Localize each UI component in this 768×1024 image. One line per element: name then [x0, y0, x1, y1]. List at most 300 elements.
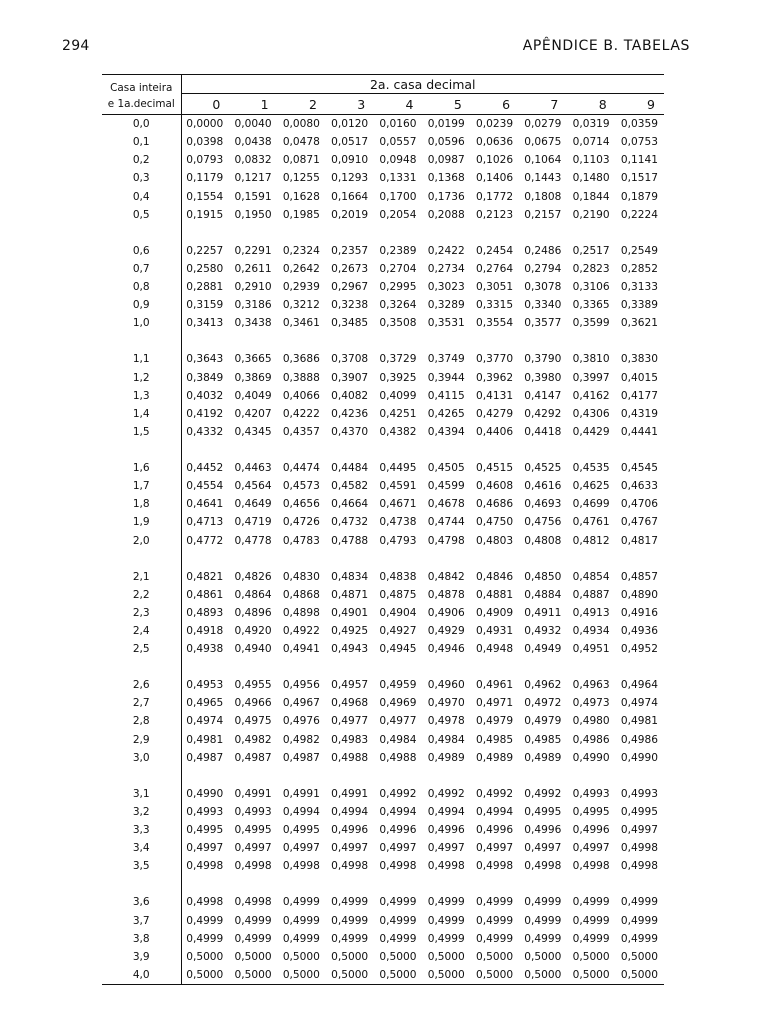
row-label: 1,5 — [102, 423, 181, 441]
table-cell: 0,4406 — [476, 425, 514, 438]
table-row — [102, 676, 664, 694]
table-cell: 0,5000 — [471, 966, 519, 985]
second-decimal-header: 2a. casa decimal — [181, 75, 664, 94]
table-cell: 0,4893 — [186, 606, 224, 619]
table-row — [102, 296, 664, 314]
row-label: 3,0 — [102, 749, 181, 767]
page-header-title: APÊNDICE B. TABELAS — [522, 38, 690, 54]
table-cell: 0,4015 — [620, 371, 658, 384]
table-cell: 0,4995 — [282, 824, 320, 837]
table-cell: 0,4803 — [476, 534, 514, 547]
table-cell: 0,4949 — [524, 643, 562, 656]
table-cell: 0,0675 — [524, 136, 562, 149]
table-cell: 0,2054 — [379, 208, 417, 221]
table-cell: 0,3888 — [282, 371, 320, 384]
table-cell: 0,4992 — [379, 787, 417, 800]
table-cell: 0,4699 — [572, 498, 610, 511]
table-cell: 0,4515 — [476, 461, 514, 474]
table-header-row — [102, 75, 664, 94]
row-label: 0,9 — [102, 296, 181, 314]
table-cell: 0,4495 — [379, 461, 417, 474]
table-cell: 0,5000 — [229, 966, 277, 985]
group-spacer — [102, 767, 664, 785]
table-cell: 0,3621 — [620, 317, 658, 330]
table-cell: 0,3925 — [379, 371, 417, 384]
spacer-cell — [181, 875, 664, 893]
table-row — [102, 188, 664, 206]
table-cell: 0,4649 — [234, 498, 272, 511]
table-cell: 0,4850 — [524, 570, 562, 583]
table-cell: 0,4357 — [282, 425, 320, 438]
table-cell: 0,1064 — [524, 154, 562, 167]
table-row — [102, 423, 664, 441]
table-cell: 0,4898 — [282, 606, 320, 619]
table-cell: 0,4990 — [572, 751, 610, 764]
table-cell: 0,4962 — [524, 679, 562, 692]
table-cell: 0,4868 — [282, 588, 320, 601]
table-cell: 0,4826 — [234, 570, 272, 583]
table-cell: 0,4162 — [572, 389, 610, 402]
table-cell: 0,4986 — [620, 733, 658, 746]
row-label: 1,1 — [102, 350, 181, 368]
row-label: 0,7 — [102, 260, 181, 278]
table-cell: 0,2389 — [379, 244, 417, 257]
table-cell: 0,4997 — [186, 842, 224, 855]
table-row — [102, 242, 664, 260]
table-row — [102, 151, 664, 169]
table-cell: 0,4943 — [331, 643, 369, 656]
table-cell: 0,2088 — [427, 208, 465, 221]
table-cell: 0,3749 — [427, 353, 465, 366]
table-cell: 0,4693 — [524, 498, 562, 511]
table-row — [102, 731, 664, 749]
table-row — [102, 586, 664, 604]
row-label: 1,7 — [102, 477, 181, 495]
spacer-cell — [181, 550, 664, 568]
table-cell: 0,4788 — [331, 534, 369, 547]
row-label: 0,5 — [102, 206, 181, 224]
table-cell: 0,2019 — [331, 208, 369, 221]
digit-header: 4 — [374, 94, 422, 115]
table-cell: 0,5000 — [278, 966, 326, 985]
row-label: 3,4 — [102, 839, 181, 857]
table-cell: 0,4535 — [572, 461, 610, 474]
table-cell: 0,4756 — [524, 516, 562, 529]
table-cell: 0,1844 — [572, 190, 610, 203]
table-cell: 0,4192 — [186, 407, 224, 420]
table-cell: 0,4998 — [186, 896, 224, 909]
table-cell: 0,4131 — [476, 389, 514, 402]
table-cell: 0,4987 — [186, 751, 224, 764]
table-cell: 0,4981 — [186, 733, 224, 746]
table-cell: 0,4999 — [620, 932, 658, 945]
table-cell: 0,4970 — [427, 697, 465, 710]
table-cell: 0,5000 — [616, 966, 664, 985]
table-row — [102, 930, 664, 948]
table-cell: 0,4967 — [282, 697, 320, 710]
table-cell: 0,2734 — [427, 262, 465, 275]
table-cell: 0,4554 — [186, 480, 224, 493]
table-cell: 0,4778 — [234, 534, 272, 547]
table-cell: 0,4997 — [234, 842, 272, 855]
table-row — [102, 839, 664, 857]
table-cell: 0,4998 — [524, 860, 562, 873]
table-cell: 0,4959 — [379, 679, 417, 692]
table-cell: 0,4990 — [186, 787, 224, 800]
table-cell: 0,5000 — [379, 950, 417, 963]
table-cell: 0,2454 — [476, 244, 514, 257]
digit-header: 7 — [519, 94, 567, 115]
table-cell: 0,1772 — [476, 190, 514, 203]
row-label: 4,0 — [102, 966, 181, 985]
table-cell: 0,4817 — [620, 534, 658, 547]
table-cell: 0,4049 — [234, 389, 272, 402]
table-cell: 0,3413 — [186, 317, 224, 330]
table-cell: 0,1950 — [234, 208, 272, 221]
table-row — [102, 893, 664, 911]
table-cell: 0,0160 — [379, 118, 417, 131]
table-cell: 0,4961 — [476, 679, 514, 692]
table-cell: 0,4999 — [186, 914, 224, 927]
table-row — [102, 278, 664, 296]
row-label: 3,1 — [102, 785, 181, 803]
table-row — [102, 966, 664, 985]
table-cell: 0,3365 — [572, 299, 610, 312]
digit-header: 2 — [278, 94, 326, 115]
table-cell: 0,4505 — [427, 461, 465, 474]
table-cell: 0,3106 — [572, 281, 610, 294]
table-row — [102, 495, 664, 513]
table-cell: 0,4842 — [427, 570, 465, 583]
table-row — [102, 206, 664, 224]
table-cell: 0,5000 — [422, 966, 470, 985]
table-cell: 0,2794 — [524, 262, 562, 275]
table-cell: 0,4998 — [620, 842, 658, 855]
first-column-header-line2: e 1a.decimal — [102, 94, 181, 115]
table-cell: 0,4994 — [282, 805, 320, 818]
table-cell: 0,4957 — [331, 679, 369, 692]
table-cell: 0,4812 — [572, 534, 610, 547]
table-cell: 0,4996 — [524, 824, 562, 837]
table-cell: 0,4082 — [331, 389, 369, 402]
table-cell: 0,3790 — [524, 353, 562, 366]
table-cell: 0,4998 — [282, 860, 320, 873]
table-cell: 0,5000 — [476, 950, 514, 963]
table-cell: 0,4999 — [524, 932, 562, 945]
table-cell: 0,4265 — [427, 407, 465, 420]
table-cell: 0,3389 — [620, 299, 658, 312]
table-cell: 0,4591 — [379, 480, 417, 493]
table-cell: 0,4279 — [476, 407, 514, 420]
row-label: 0,2 — [102, 151, 181, 169]
table-cell: 0,4441 — [620, 425, 658, 438]
table-cell: 0,4975 — [234, 715, 272, 728]
table-cell: 0,4887 — [572, 588, 610, 601]
table-cell: 0,4999 — [331, 932, 369, 945]
table-cell: 0,4999 — [427, 914, 465, 927]
table-cell: 0,3508 — [379, 317, 417, 330]
table-cell: 0,0910 — [331, 154, 369, 167]
table-cell: 0,5000 — [234, 950, 272, 963]
row-label: 0,4 — [102, 188, 181, 206]
table-cell: 0,4382 — [379, 425, 417, 438]
table-cell: 0,4641 — [186, 498, 224, 511]
table-cell: 0,4993 — [186, 805, 224, 818]
table-cell: 0,0832 — [234, 154, 272, 167]
table-cell: 0,4982 — [282, 733, 320, 746]
table-cell: 0,5000 — [374, 966, 422, 985]
table-digit-header-row — [102, 94, 664, 115]
table-cell: 0,4995 — [234, 824, 272, 837]
table-cell: 0,4582 — [331, 480, 369, 493]
row-label: 3,9 — [102, 948, 181, 966]
table-cell: 0,5000 — [326, 966, 374, 985]
row-label: 1,4 — [102, 405, 181, 423]
table-cell: 0,4938 — [186, 643, 224, 656]
table-cell: 0,1103 — [572, 154, 610, 167]
table-cell: 0,4998 — [331, 860, 369, 873]
table-cell: 0,1591 — [234, 190, 272, 203]
row-label: 2,1 — [102, 568, 181, 586]
table-cell: 0,4864 — [234, 588, 272, 601]
table-cell: 0,3051 — [476, 281, 514, 294]
table-cell: 0,4925 — [331, 625, 369, 637]
table-cell: 0,4750 — [476, 516, 514, 529]
table-row — [102, 169, 664, 187]
table-cell: 0,4678 — [427, 498, 465, 511]
table-cell: 0,4931 — [476, 625, 514, 637]
table-cell: 0,5000 — [519, 966, 567, 985]
table-cell: 0,4997 — [620, 824, 658, 837]
group-spacer — [102, 332, 664, 350]
table-cell: 0,4997 — [572, 842, 610, 855]
table-cell: 0,4998 — [379, 860, 417, 873]
table-row — [102, 531, 664, 549]
table-cell: 0,5000 — [620, 950, 658, 963]
table-cell: 0,2852 — [620, 262, 658, 275]
table-cell: 0,1915 — [186, 208, 224, 221]
table-cell: 0,2486 — [524, 244, 562, 257]
table-cell: 0,4994 — [379, 805, 417, 818]
table-cell: 0,1368 — [427, 172, 465, 185]
table-row — [102, 405, 664, 423]
table-cell: 0,4968 — [331, 697, 369, 710]
table-cell: 0,4956 — [282, 679, 320, 692]
table-cell: 0,4955 — [234, 679, 272, 692]
row-label: 0,3 — [102, 169, 181, 187]
row-label: 2,0 — [102, 531, 181, 549]
table-row — [102, 749, 664, 767]
table-row — [102, 133, 664, 151]
table-cell: 0,3849 — [186, 371, 224, 384]
table-cell: 0,4960 — [427, 679, 465, 692]
table-cell: 0,4998 — [234, 860, 272, 873]
spacer-cell — [102, 441, 181, 459]
row-label: 3,3 — [102, 821, 181, 839]
table-cell: 0,4808 — [524, 534, 562, 547]
table-cell: 0,4429 — [572, 425, 610, 438]
table-cell: 0,4881 — [476, 588, 514, 601]
table-cell: 0,0987 — [427, 154, 465, 167]
table-cell: 0,4984 — [379, 733, 417, 746]
table-row — [102, 640, 664, 658]
table-cell: 0,4999 — [379, 914, 417, 927]
table-cell: 0,0793 — [186, 154, 224, 167]
table-cell: 0,4996 — [379, 824, 417, 837]
row-label: 0,1 — [102, 133, 181, 151]
table-cell: 0,4834 — [331, 570, 369, 583]
table-cell: 0,4999 — [282, 914, 320, 927]
table-cell: 0,2704 — [379, 262, 417, 275]
row-label: 2,4 — [102, 622, 181, 640]
table-cell: 0,0239 — [476, 118, 514, 131]
table-cell: 0,4222 — [282, 407, 320, 420]
table-cell: 0,3643 — [186, 353, 224, 366]
table-cell: 0,4319 — [620, 407, 658, 420]
digit-header: 8 — [567, 94, 615, 115]
table-cell: 0,1480 — [572, 172, 610, 185]
row-label: 3,6 — [102, 893, 181, 911]
table-cell: 0,3830 — [620, 353, 658, 366]
table-cell: 0,4996 — [331, 824, 369, 837]
table-cell: 0,4463 — [234, 461, 272, 474]
table-cell: 0,4922 — [282, 625, 320, 637]
table-cell: 0,4345 — [234, 425, 272, 438]
table-cell: 0,5000 — [282, 950, 320, 963]
table-cell: 0,5000 — [331, 950, 369, 963]
row-label: 3,7 — [102, 911, 181, 929]
spacer-cell — [102, 875, 181, 893]
table-cell: 0,3531 — [427, 317, 465, 330]
table-cell: 0,4993 — [572, 787, 610, 800]
table-cell: 0,4332 — [186, 425, 224, 438]
row-label: 0,0 — [102, 115, 181, 134]
table-cell: 0,0478 — [282, 136, 320, 149]
table-cell: 0,4999 — [476, 896, 514, 909]
table-cell: 0,0948 — [379, 154, 417, 167]
group-spacer — [102, 875, 664, 893]
table-cell: 0,4719 — [234, 516, 272, 529]
table-cell: 0,2611 — [234, 262, 272, 275]
table-cell: 0,4999 — [234, 914, 272, 927]
table-cell: 0,1664 — [331, 190, 369, 203]
group-spacer — [102, 658, 664, 676]
table-cell: 0,4932 — [524, 625, 562, 637]
table-cell: 0,4032 — [186, 389, 224, 402]
table-cell: 0,4985 — [524, 733, 562, 746]
table-cell: 0,2580 — [186, 262, 224, 275]
table-cell: 0,4971 — [476, 697, 514, 710]
table-cell: 0,4916 — [620, 606, 658, 619]
table-cell: 0,4953 — [186, 679, 224, 692]
table-cell: 0,4793 — [379, 534, 417, 547]
table-cell: 0,4474 — [282, 461, 320, 474]
table-cell: 0,0199 — [427, 118, 465, 131]
table-cell: 0,3212 — [282, 299, 320, 312]
table-cell: 0,4989 — [427, 751, 465, 764]
table-cell: 0,3599 — [572, 317, 610, 330]
table-cell: 0,3438 — [234, 317, 272, 330]
spacer-cell — [102, 224, 181, 242]
table-cell: 0,4896 — [234, 606, 272, 619]
table-cell: 0,2995 — [379, 281, 417, 294]
row-label: 2,6 — [102, 676, 181, 694]
first-column-header-line1: Casa inteira — [102, 75, 181, 94]
spacer-cell — [102, 767, 181, 785]
table-cell: 0,3770 — [476, 353, 514, 366]
row-label: 2,7 — [102, 694, 181, 712]
table-cell: 0,4969 — [379, 697, 417, 710]
table-cell: 0,4772 — [186, 534, 224, 547]
table-cell: 0,4996 — [427, 824, 465, 837]
digit-header: 6 — [471, 94, 519, 115]
table-cell: 0,4999 — [427, 896, 465, 909]
table-cell: 0,5000 — [567, 966, 615, 985]
table-cell: 0,4993 — [234, 805, 272, 818]
table-cell: 0,4147 — [524, 389, 562, 402]
table-cell: 0,3686 — [282, 353, 320, 366]
table-cell: 0,4999 — [572, 932, 610, 945]
table-cell: 0,2967 — [331, 281, 369, 294]
table-cell: 0,2881 — [186, 281, 224, 294]
table-cell: 0,4909 — [476, 606, 514, 619]
table-cell: 0,3315 — [476, 299, 514, 312]
table-cell: 0,4999 — [186, 932, 224, 945]
table-cell: 0,3554 — [476, 317, 514, 330]
table-cell: 0,5000 — [186, 950, 224, 963]
table-cell: 0,4974 — [620, 697, 658, 710]
table-cell: 0,4861 — [186, 588, 224, 601]
table-cell: 0,4798 — [427, 534, 465, 547]
table-cell: 0,1700 — [379, 190, 417, 203]
table-row — [102, 712, 664, 730]
table-row — [102, 260, 664, 278]
table-cell: 0,1879 — [620, 190, 658, 203]
table-cell: 0,4996 — [476, 824, 514, 837]
spacer-cell — [181, 658, 664, 676]
table-row — [102, 115, 664, 134]
table-cell: 0,4992 — [524, 787, 562, 800]
group-spacer — [102, 441, 664, 459]
table-cell: 0,2324 — [282, 244, 320, 257]
table-cell: 0,0120 — [331, 118, 369, 131]
table-cell: 0,0636 — [476, 136, 514, 149]
table-cell: 0,4616 — [524, 480, 562, 493]
table-cell: 0,4929 — [427, 625, 465, 637]
table-row — [102, 821, 664, 839]
row-label: 2,5 — [102, 640, 181, 658]
table-cell: 0,4918 — [186, 625, 224, 637]
table-body — [102, 115, 664, 985]
table-cell: 0,4608 — [476, 480, 514, 493]
table-cell: 0,1517 — [620, 172, 658, 185]
table-cell: 0,4999 — [331, 896, 369, 909]
table-cell: 0,4997 — [476, 842, 514, 855]
table-cell: 0,4994 — [476, 805, 514, 818]
table-cell: 0,3980 — [524, 371, 562, 384]
table-cell: 0,4995 — [572, 805, 610, 818]
table-row — [102, 459, 664, 477]
table-cell: 0,3186 — [234, 299, 272, 312]
table-cell: 0,4783 — [282, 534, 320, 547]
table-cell: 0,4911 — [524, 606, 562, 619]
table-cell: 0,4484 — [331, 461, 369, 474]
digit-header: 0 — [181, 94, 229, 115]
normal-distribution-table — [102, 74, 664, 985]
row-label: 2,3 — [102, 604, 181, 622]
table-cell: 0,4901 — [331, 606, 369, 619]
table-cell: 0,4977 — [331, 715, 369, 728]
